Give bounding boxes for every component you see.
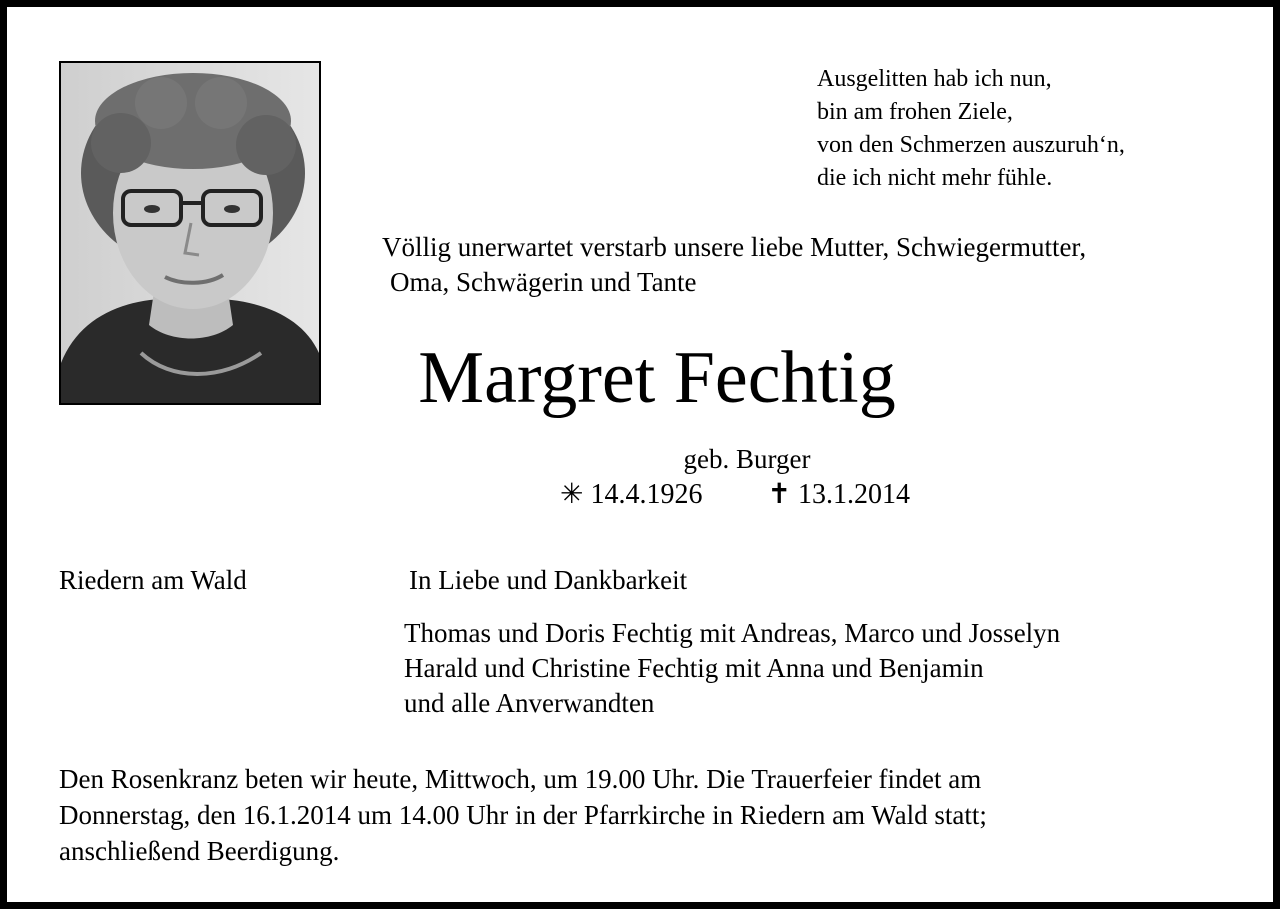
mourners-list [404,616,1060,721]
deceased-name: Margret Fechtig [418,337,896,419]
mourner-line: und alle Anverwandten [404,688,655,718]
notice-line: Den Rosenkranz beten wir heute, Mittwoch, um 19.00 Uhr. Die Trauerfeier findet am [59,764,982,794]
life-dates [560,477,910,513]
poem-line: die ich nicht mehr fühle. [817,165,1053,191]
poem-line: von den Schmerzen auszuruh‘n, [817,132,1125,158]
mourner-line: Thomas und Doris Fechtig mit Andreas, Marco und Josselyn [404,618,1061,648]
dedication-line: In Liebe und Dankbarkeit [409,565,688,595]
memorial-poem [817,63,1125,195]
birth-symbol-icon: ✳ [560,479,584,510]
poem-line: bin am frohen Ziele, [817,99,1013,125]
birth-name: geb. Burger [683,444,811,474]
poem-line: Ausgelitten hab ich nun, [817,66,1052,92]
funeral-notice [59,761,987,869]
intro-line: Oma, Schwägerin und Tante [390,267,697,297]
place-name: Riedern am Wald [59,565,247,595]
notice-line: anschließend Beerdigung. [59,836,340,866]
intro-line: Völlig unerwartet verstarb unsere liebe Mutter, Schwiegermutter, [382,232,1087,262]
birth-date: 14.4.1926 [590,479,703,510]
notice-line: Donnerstag, den 16.1.2014 um 14.00 Uhr in der Pfarrkirche in Riedern am Wald statt; [59,800,987,830]
death-symbol-icon: ✝ [767,479,791,510]
death-date: 13.1.2014 [797,479,910,510]
announcement-intro [382,230,1086,300]
mourner-line: Harald und Christine Fechtig mit Anna und Benjamin [404,653,984,683]
